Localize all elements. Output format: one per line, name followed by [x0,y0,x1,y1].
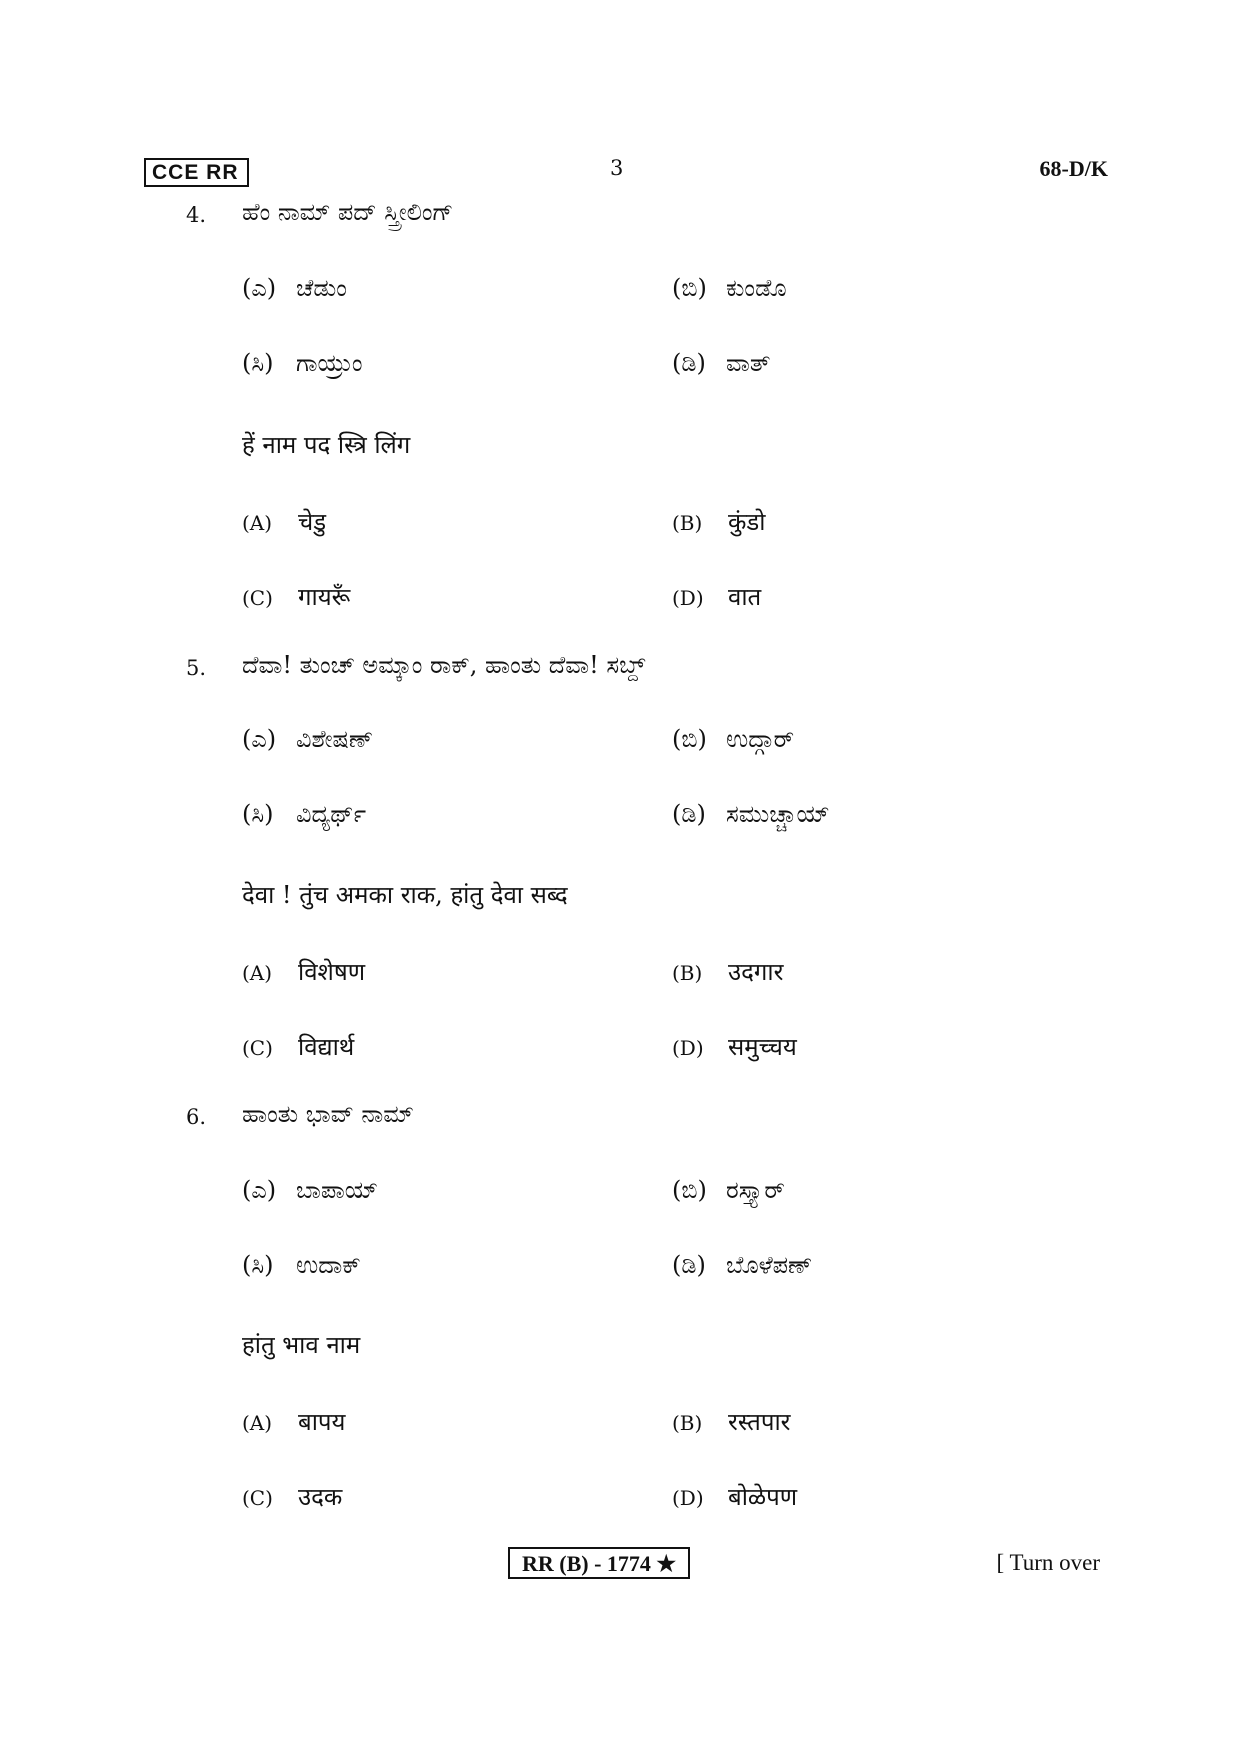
option-text: ವಿಶೇಷಣ್ [296,725,374,753]
q5-kannada-option-d [672,800,830,828]
option-label: (B) [672,961,703,985]
option-label: (ಎ) [242,1176,277,1204]
q4-devanagari-option-b [672,505,766,538]
option-text: कुंडो [728,508,766,536]
question-6-devanagari-text: हांतु भाव नाम [242,1331,361,1359]
option-text: ಸಮುಚ್ಚಾಯ್ [726,800,830,828]
q4-devanagari-option-d [672,580,761,613]
question-4-kannada-text: ಹೆಂ ನಾಮ್ ಪದ್ ಸ್ತ್ರೀಲಿಂಗ್ [242,198,454,226]
q4-kannada-option-b [672,274,787,302]
option-label: (ಸಿ) [242,800,274,828]
option-label: (ಎ) [242,274,277,302]
option-label: (ಬಿ) [672,725,707,753]
q4-kannada-option-c [242,349,362,377]
option-text: समुच्चय [728,1033,797,1061]
option-text: विशेषण [298,958,366,986]
q5-kannada-option-a [242,725,373,753]
q4-devanagari-option-a [242,505,326,538]
option-text: ರಸ್ತ್ಯಾರ್ [726,1176,785,1204]
option-label: (B) [672,511,703,535]
q5-kannada-option-c [242,800,366,828]
option-text: विद्यार्थ [298,1033,355,1061]
option-label: (D) [672,1036,704,1060]
q4-kannada-option-d [672,349,770,377]
question-6-kannada-text: ಹಾಂತು ಭಾವ್ ನಾಮ್ [242,1100,414,1128]
option-label: (D) [672,586,704,610]
question-6-number: 6. [186,1105,207,1129]
q5-devanagari-option-b [672,955,783,988]
option-text: ಬಾಪಾಯ್ [296,1176,379,1204]
option-text: उदक [298,1483,343,1511]
question-4-devanagari-text: हें नाम पद स्त्रि लिंग [242,431,411,459]
option-label: (C) [242,586,273,610]
q5-devanagari-option-c [242,1030,354,1063]
question-5-number: 5. [186,656,207,680]
q6-kannada-option-d [672,1251,812,1279]
option-label: (A) [242,511,273,535]
option-text: ಕುಂಡೊ [726,274,787,302]
option-text: ಗಾಯ್ರುಂ [296,349,363,377]
page-number: 3 [610,156,624,180]
q5-devanagari-option-d [672,1030,797,1063]
q4-kannada-option-a [242,274,347,302]
q6-kannada-option-a [242,1176,378,1204]
option-label: (ಬಿ) [672,1176,707,1204]
option-text: बापय [298,1408,346,1436]
option-text: गायरूँ [298,583,351,611]
turn-over-note: [ Turn over [996,1550,1100,1575]
footer-booklet-code: RR (B) - 1774 ★ [508,1547,690,1579]
question-5-devanagari-text: देवा ! तुंच अमका राक, हांतु देवा सब्द [242,881,568,909]
option-text: बोळेपण [728,1483,798,1511]
q6-devanagari-option-d [672,1480,797,1513]
q6-devanagari-option-b [672,1405,791,1438]
header-left-code: CCE RR [144,158,249,187]
q6-kannada-option-c [242,1251,361,1279]
question-5-kannada-text: ದೆವಾ! ತುಂಚ್ ಅಮ್ಕಾಂ ರಾಕ್, ಹಾಂತು ದೆವಾ! ಸಬ್ದ್ [242,651,646,679]
option-label: (ಡಿ) [672,1251,706,1279]
option-label: (A) [242,961,273,985]
option-label: (ಎ) [242,725,277,753]
header-paper-code: 68-D/K [1039,156,1108,181]
option-text: ಚೆಡುಂ [296,274,347,302]
q4-devanagari-option-c [242,580,350,613]
option-label: (A) [242,1411,273,1435]
option-label: (D) [672,1486,704,1510]
q5-devanagari-option-a [242,955,365,988]
option-text: ಬೊಳೆಪಣ್ [726,1251,813,1279]
option-label: (ಡಿ) [672,349,706,377]
option-label: (ಬಿ) [672,274,707,302]
q5-kannada-option-b [672,725,794,753]
option-label: (ಸಿ) [242,1251,274,1279]
option-text: ವಾತ್ [726,349,771,377]
option-text: उदगार [728,958,784,986]
question-4-number: 4. [186,203,207,227]
q6-kannada-option-b [672,1176,785,1204]
q6-devanagari-option-c [242,1480,342,1513]
option-label: (ಸಿ) [242,349,274,377]
option-text: ಉದಾಕ್ [296,1251,361,1279]
option-text: रस्तपार [728,1408,791,1436]
option-text: चेडु [298,508,327,536]
option-text: ವಿದ್ಯರ್ಥ್ [296,800,367,828]
option-label: (C) [242,1036,273,1060]
q6-devanagari-option-a [242,1405,345,1438]
option-label: (B) [672,1411,703,1435]
option-text: वात [728,583,762,611]
option-label: (ಡಿ) [672,800,706,828]
option-text: ಉದ್ಗಾರ್ [726,725,795,753]
option-label: (C) [242,1486,273,1510]
